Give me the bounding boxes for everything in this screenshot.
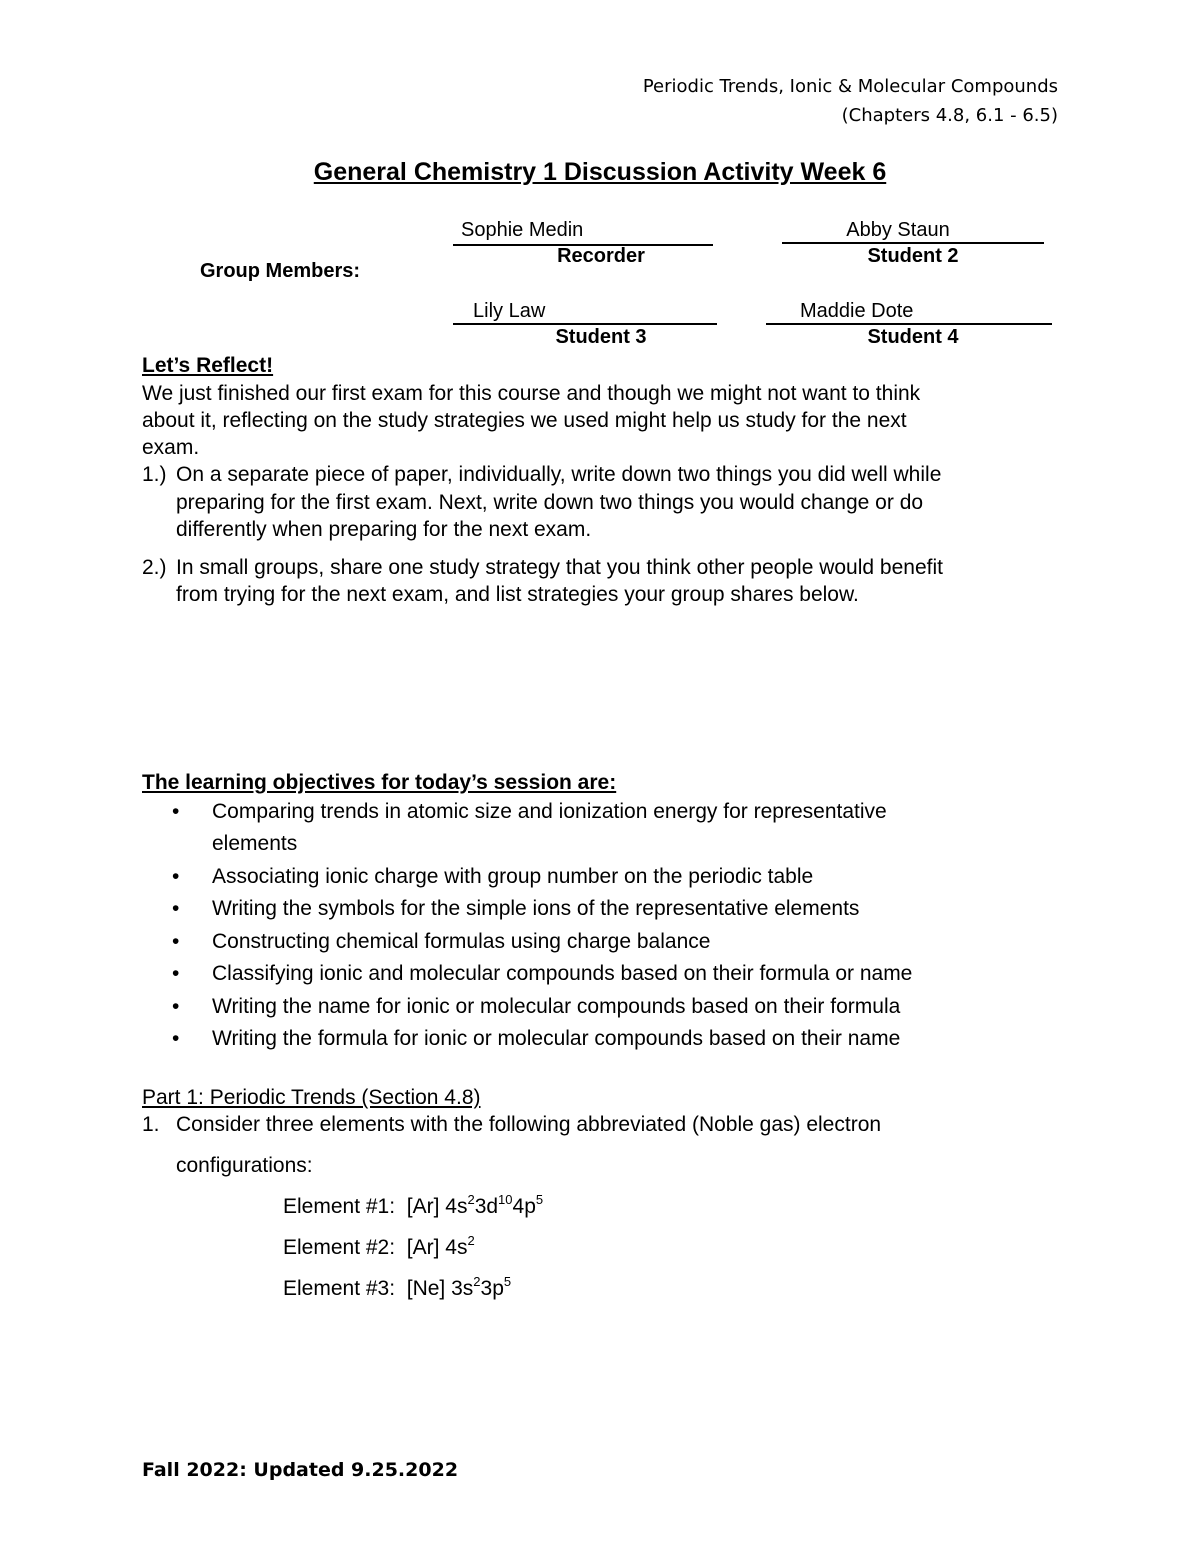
reflect-item-2-line-2: from trying for the next exam, and list strategies your group shares below.	[176, 583, 859, 606]
reflect-intro-line-2: about it, reflecting on the study strategies we used might help us study for the next	[142, 409, 907, 432]
page-title: General Chemistry 1 Discussion Activity Week 6	[313, 158, 887, 186]
objective-text: Comparing trends in atomic size and ionization energy for representative	[212, 800, 887, 823]
reflect-heading: Let’s Reflect!	[142, 354, 274, 377]
element-2-config: $4s^2$	[445, 1233, 475, 1259]
member-name-1: Sophie Medin	[453, 218, 713, 246]
element-3-core: [Ne]	[406, 1277, 446, 1300]
question-1-line-2: configurations:	[176, 1154, 313, 1177]
element-1-label: Element #1:	[283, 1195, 396, 1218]
element-2-core: [Ar]	[406, 1236, 440, 1259]
reflect-item-2-line-1: In small groups, share one study strategy that you think other people would benefit	[176, 556, 943, 579]
reflect-item-1-number: 1.)	[142, 463, 167, 486]
member-role-1: Recorder	[557, 245, 645, 267]
group-members-label: Group Members:	[200, 260, 361, 282]
element-1-row	[283, 1193, 543, 1221]
objective-text: Writing the formula for ionic or molecular compounds based on their name	[212, 1027, 901, 1050]
reflect-item-1-line-3: differently when preparing for the next exam.	[176, 518, 592, 541]
question-1-line-1: Consider three elements with the following abbreviated (Noble gas) electron	[176, 1113, 882, 1136]
member-role-4: Student 4	[867, 326, 959, 348]
objective-text: Classifying ionic and molecular compounds based on their formula or name	[212, 962, 913, 985]
element-1-config: $4s^23d^{10}4p^5$	[445, 1192, 544, 1218]
objective-text: Writing the name for ionic or molecular compounds based on their formula	[212, 995, 901, 1018]
bullet-icon: •	[172, 865, 180, 888]
objectives-heading: The learning objectives for today’s session are:	[142, 771, 617, 794]
element-3-label: Element #3:	[283, 1277, 396, 1300]
element-2-row	[283, 1234, 475, 1262]
reflect-intro-line-1: We just finished our first exam for this course and though we might not want to think	[142, 382, 921, 405]
header-chapters: (Chapters 4.8, 6.1 - 6.5)	[841, 105, 1058, 126]
reflect-intro-line-3: exam.	[142, 436, 200, 459]
objective-text: Associating ionic charge with group number on the periodic table	[212, 865, 814, 888]
question-1-number: 1.	[142, 1113, 160, 1136]
part1-heading: Part 1: Periodic Trends (Section 4.8)	[142, 1086, 481, 1109]
reflect-item-1-line-2: preparing for the first exam. Next, write down two things you would change or do	[176, 491, 924, 514]
element-2-label: Element #2:	[283, 1236, 396, 1259]
reflect-item-2-number: 2.)	[142, 556, 167, 579]
bullet-icon: •	[172, 1027, 180, 1050]
bullet-icon: •	[172, 897, 180, 920]
bullet-icon: •	[172, 995, 180, 1018]
member-name-3: Lily Law	[453, 299, 717, 325]
member-name-2: Abby Staun	[782, 218, 1044, 244]
bullet-icon: •	[172, 930, 180, 953]
member-role-3: Student 3	[555, 326, 647, 348]
member-role-2: Student 2	[867, 245, 959, 267]
reflect-item-1-line-1: On a separate piece of paper, individually, write down two things you did well while	[176, 463, 942, 486]
header-topic: Periodic Trends, Ionic & Molecular Compounds	[642, 76, 1058, 97]
element-1-core: [Ar]	[406, 1195, 440, 1218]
bullet-icon: •	[172, 800, 180, 823]
objective-text: Constructing chemical formulas using charge balance	[212, 930, 711, 953]
bullet-icon: •	[172, 962, 180, 985]
objective-text: Writing the symbols for the simple ions of the representative elements	[212, 897, 860, 920]
footer-date: Fall 2022: Updated 9.25.2022	[142, 1459, 459, 1481]
element-3-config: $3s^23p^5$	[451, 1274, 512, 1300]
objective-continuation: elements	[212, 832, 298, 855]
element-3-row	[283, 1275, 511, 1303]
member-name-4: Maddie Dote	[766, 299, 1052, 325]
